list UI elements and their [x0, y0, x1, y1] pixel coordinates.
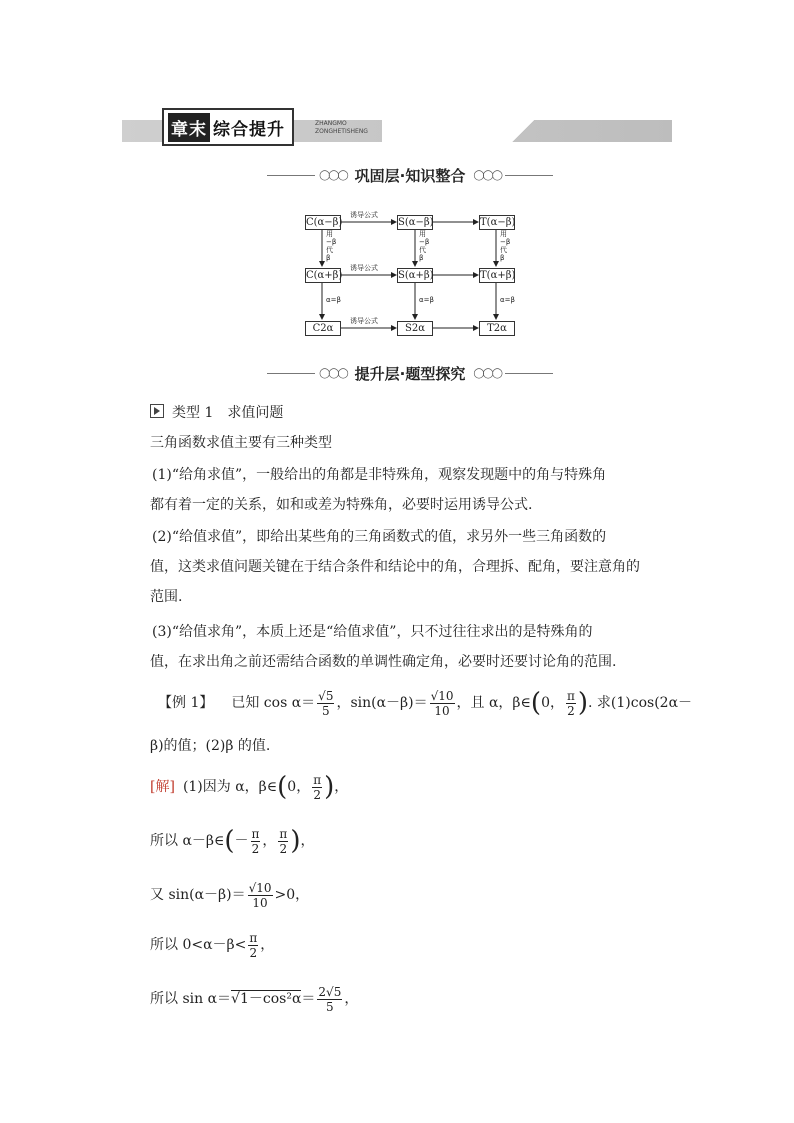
fraction-pi-over-2 — [312, 773, 322, 802]
edge-label-alpha-beta: α=β — [419, 296, 434, 304]
para-2-line-3: 范围. — [150, 589, 183, 605]
node-t-minus: T(α−β) — [480, 217, 516, 228]
banner-highlight-edge — [508, 120, 538, 142]
minus-sign: － — [234, 833, 249, 849]
open-paren: ( — [530, 688, 542, 718]
solution-line-1 — [150, 772, 674, 802]
divider-line — [267, 373, 315, 374]
fraction-numerator: π — [566, 688, 575, 703]
comma: ， — [262, 833, 277, 849]
fraction-denominator: 10 — [434, 703, 450, 718]
fraction-denominator: 2 — [249, 945, 258, 960]
example-text-d: . 求(1)cos(2α－ — [588, 695, 693, 711]
para-1-line-2: 都有着一定的关系，如和或差为特殊角，必要时运用诱导公式. — [150, 497, 533, 513]
node-c-minus: C(α−β) — [306, 217, 343, 228]
fraction-denominator: 2 — [251, 841, 260, 856]
play-triangle-icon — [150, 404, 164, 418]
section-title-1: 巩固层·知识整合 — [354, 166, 466, 185]
fraction-numerator: 2√5 — [318, 984, 342, 999]
solution-text-4: 所以 0<α－β< — [150, 937, 247, 953]
rings-icon: ◯◯◯ — [473, 169, 501, 181]
fraction-denominator: 2 — [567, 703, 575, 718]
solution-text-3: 又 sin(α－β)＝ — [150, 887, 246, 903]
edge-label-substitute: 用 −β 代 β — [326, 230, 337, 262]
solution-line-4 — [150, 930, 674, 960]
divider-line — [505, 373, 553, 374]
banner-title-box — [162, 108, 294, 146]
fraction-numerator: √10 — [430, 688, 454, 703]
example-text-c: ，且 α，β∈ — [456, 695, 531, 711]
fraction-denominator: 10 — [252, 895, 268, 910]
para-2-line-1: (2)“给值求值”，即给出某些角的三角函数式的值，求另外一些三角函数的 — [152, 529, 607, 545]
formula-diagram — [300, 208, 520, 346]
example-label: 【例 1】 — [158, 695, 214, 711]
edge-label-induce: 诱导公式 — [350, 211, 378, 219]
solution-text-5: 所以 sin α＝ — [150, 991, 232, 1007]
fraction-numerator: π — [313, 772, 322, 787]
fraction — [317, 689, 334, 718]
node-s-plus: S(α+β) — [398, 270, 434, 281]
edge-label-alpha-beta: α=β — [326, 296, 341, 304]
para-3-line-2: 值，在求出角之前还需结合函数的单调性确定角，必要时还要讨论角的范围. — [150, 654, 617, 670]
solution-line-2 — [150, 826, 674, 856]
fraction-pi-over-2 — [251, 827, 261, 856]
node-c-2a: C2α — [305, 321, 341, 336]
banner-pinyin-line2: ZONGHETISHENG — [315, 128, 368, 135]
edge-label-induce: 诱导公式 — [350, 264, 378, 272]
intro-line: 三角函数求值主要有三种类型 — [150, 435, 332, 451]
close-paren: ) — [290, 826, 301, 856]
fraction — [317, 985, 342, 1014]
rings-icon: ◯◯◯ — [473, 367, 501, 379]
banner-pinyin-line1: ZHANGMO — [315, 120, 347, 127]
banner-pinyin — [315, 120, 368, 136]
chapter-banner — [122, 118, 672, 144]
edge-label-induce: 诱导公式 — [350, 317, 378, 325]
solution-text-3-end: >0， — [274, 887, 310, 903]
fraction-numerator: π — [251, 826, 260, 841]
comma: ， — [334, 779, 349, 795]
node-s-minus: S(α−β) — [398, 217, 434, 228]
equals-sign: ＝ — [301, 991, 316, 1007]
node-t-2a: T2α — [479, 321, 515, 336]
para-1-line-1: (1)“给角求值”，一般给出的角都是非特殊角，观察发现题中的角与特殊角 — [152, 467, 607, 483]
sqrt-expression: √1－cos²α — [231, 991, 302, 1007]
comma: ， — [260, 937, 275, 953]
solution-text-2: 所以 α－β∈ — [150, 833, 225, 849]
fraction-numerator: π — [279, 826, 288, 841]
solution-tag: [解] — [150, 779, 175, 795]
solution-line-5 — [150, 984, 674, 1014]
example-text-a: 已知 cos α＝ — [231, 695, 316, 711]
fraction-denominator: 2 — [279, 841, 288, 856]
close-paren: ) — [577, 688, 589, 718]
fraction-denominator: 5 — [321, 703, 330, 718]
open-paren: ( — [277, 772, 288, 802]
type-heading-text: 类型 1 求值问题 — [172, 405, 284, 421]
divider-line — [267, 175, 315, 176]
para-3-line-1: (3)“给值求角”，本质上还是“给值求值”，只不过往往求出的是特殊角的 — [152, 624, 593, 640]
section-header-2 — [260, 362, 560, 384]
type-heading — [150, 398, 674, 428]
fraction — [248, 881, 273, 910]
example-1-line-1 — [158, 688, 693, 718]
fraction-denominator: 5 — [326, 999, 334, 1014]
node-c-plus: C(α+β) — [306, 270, 343, 281]
solution-line-3 — [150, 880, 674, 910]
rings-icon: ◯◯◯ — [319, 169, 347, 181]
fraction-numerator: √5 — [318, 688, 334, 703]
solution-text-1: (1)因为 α，β∈ — [182, 779, 278, 795]
open-paren: ( — [224, 826, 235, 856]
edge-label-substitute: 用 −β 代 β — [500, 230, 511, 262]
edge-label-substitute: 用 −β 代 β — [419, 230, 430, 262]
edge-label-alpha-beta: α=β — [500, 296, 515, 304]
banner-title-part1: 章末 — [168, 113, 210, 142]
fraction-pi-over-2 — [248, 931, 258, 960]
comma: ， — [344, 991, 359, 1007]
interval-start: 0， — [541, 695, 564, 711]
example-text-b: ，sin(α－β)＝ — [336, 695, 428, 711]
interval-start: 0， — [287, 779, 311, 795]
node-s-2a: S2α — [397, 321, 433, 336]
fraction-denominator: 2 — [313, 787, 321, 802]
fraction-numerator: √10 — [248, 880, 272, 895]
rings-icon: ◯◯◯ — [319, 367, 347, 379]
close-paren: ) — [324, 772, 335, 802]
fraction-numerator: π — [249, 930, 258, 945]
node-t-plus: T(α+β) — [480, 270, 516, 281]
fraction-pi-over-2 — [566, 689, 576, 718]
divider-line — [505, 175, 553, 176]
fraction-pi-over-2 — [278, 827, 288, 856]
para-2-line-2: 值，这类求值问题关键在于结合条件和结论中的角，合理拆、配角，要注意角的 — [150, 559, 640, 575]
section-title-2: 提升层·题型探究 — [354, 364, 466, 383]
example-1-line-2: β)的值；(2)β 的值. — [150, 738, 271, 754]
fraction — [430, 689, 455, 718]
section-header-1 — [260, 164, 560, 186]
comma: ， — [300, 833, 315, 849]
banner-highlight — [382, 120, 508, 142]
banner-title-part2: 综合提升 — [213, 119, 285, 140]
